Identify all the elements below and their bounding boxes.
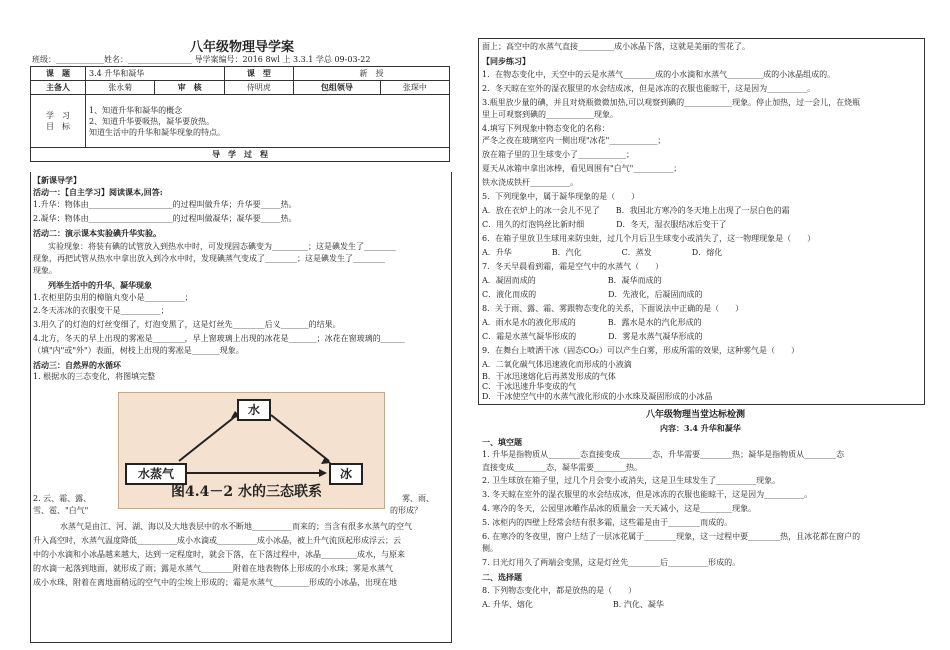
line-7: 现象。 <box>33 266 57 275</box>
box-line-1: 【同步练习】 <box>482 56 530 66</box>
box-line-21: C．霜是水蒸气凝华形成的 D．雾是水蒸气凝华形成的 <box>482 332 703 341</box>
box-line-20: A．雨水是水的液化形成的 B．露水是水的汽化形成的 <box>482 318 702 327</box>
box-line-4: 3.瓶里放少量的碘，并且对烧瓶微微加热,可以观察到碘的____________现象。停止加热，过一会儿，在烧瓶 <box>482 98 861 107</box>
line-15: 1. 根据水的三态变化，将图填完整 <box>33 372 156 381</box>
box-line-24: B．干冰迅速熔化后再蒸发形成的气体 <box>482 372 616 381</box>
test-line-6: 5. 冰柜内的四壁上经常会结有很多霜，这些霜是由于________而成的。 <box>482 518 733 527</box>
line-10: 2.冬天冻冰的衣服变干是__________； <box>33 306 169 315</box>
after-fig-2: 雪、雹、"白气" <box>33 506 89 515</box>
line-0: 【新课导学】 <box>33 175 81 185</box>
cell-reviewer: 侍明虎 <box>224 81 293 95</box>
line-11: 3.用久了的灯泡的灯丝变细了，灯泡变黑了，这是灯丝先________后义_______的结果。 <box>33 320 341 329</box>
test-content: 内容：3.4 升华和凝华 <box>660 423 741 433</box>
cell-goal-label: 学 习 目 标 <box>31 95 86 148</box>
test-line-8: 侧。 <box>482 544 498 553</box>
test-line-7: 6. 在寒冷的冬夜里，窗户上结了一层冰花属于________现象，这一过程中要________热，且冰花都在窗户的 <box>482 532 861 541</box>
box-line-0: 面上；高空中的水蒸气直接_________成小冰晶下落，这就是美丽的雪花了。 <box>482 42 750 51</box>
info-table <box>30 66 450 162</box>
node-water: 水 <box>237 399 271 421</box>
box-line-6: 4.填写下列现象中物态变化的名称： <box>482 124 610 133</box>
line-2: 1.升华：物体由_____________________的过程叫做升华；升华要_____热。 <box>33 200 297 209</box>
box-line-5: 里上可观察到碘的____________现象。 <box>482 110 618 119</box>
after-fig-6: 中的小水滴和小冰晶越来越大，达到一定程度时，就会下落，在下落过程中，冰晶_________成水，与原来 <box>33 550 405 559</box>
after-fig-3: 的形成？ <box>390 506 422 515</box>
after-fig-4: 水蒸气是由江、河、湖、海以及大地表层中的水不断地__________而来的；当含有很多水蒸气的空气 <box>60 522 412 531</box>
box-line-13: C．用久的灯泡钨丝比新时细 D．冬天，湿衣服结冰后变干了 <box>482 220 727 229</box>
test-line-2: 直接变成________态，凝华需要________热。 <box>482 463 642 472</box>
goal-1: 1、知道升华和凝华的概念 <box>89 105 183 115</box>
box-line-16: 7．冬天早晨看到霜，霜是空气中的水蒸气（ ） <box>482 262 664 271</box>
test-line-12: A. 升华、熔化 B. 汽化、凝华 <box>482 600 664 609</box>
cell-type: 新 授 <box>293 67 449 81</box>
after-fig-5: 升入高空时，水蒸气温度降低__________成小水滴或__________成小冰晶，被上升气流顶起形成浮云；云 <box>33 536 401 545</box>
box-line-19: 8．关于雨、露、霜、雾跟物态变化的关系，下面说法中正确的是（ ） <box>482 304 744 313</box>
section-heading: 导 学 过 程 <box>31 148 450 162</box>
cell-goals <box>86 95 450 148</box>
cell-leader: 张琛中 <box>380 81 449 95</box>
line-5: 实验现象：将装有碘的试管放入到热水中时，可发现固态碘变为_________；这是碘发生了________ <box>48 242 396 251</box>
box-line-9: 夏天从冰箱中拿出冰棒，看见周围有"白气"__________； <box>482 164 682 173</box>
after-fig-0: 2. 云、霜、露、 <box>33 494 92 503</box>
after-fig-1: 雾、雨、 <box>402 494 434 503</box>
test-line-4: 3. 冬天晾在室外的湿衣服里的水会结成冰，但是冰冻的衣服也能晾干，这是因为__________。 <box>482 490 813 499</box>
line-13: （填"内"或"外"）表面，树枝上出现的雾凇是_______现象。 <box>33 346 244 355</box>
box-line-10: 铁水浇成铁杆__________。 <box>482 178 578 187</box>
box-line-25: C．干冰迅速升华变成的气 <box>482 382 577 391</box>
line-6: 现象，再把试管从热水中拿出放入到冷水中时，发现碘蒸气变成了________；这是碘发生了________ <box>33 254 385 263</box>
header-line: 班级：____________姓名：________________ 导学案编号：2016 8wl 上 3.3.1 学总 09-03-22 <box>32 55 371 64</box>
test-line-10: 二、选择题 <box>482 572 522 582</box>
after-fig-7: 的水滴一起落到地面，就形成了雨；露是水蒸气________附着在地表物体上形成的小水珠；雾是水蒸气 <box>33 564 393 573</box>
page-title: 八年级物理导学案 <box>190 40 295 55</box>
test-title: 八年级物理当堂达标检测 <box>646 410 746 420</box>
cell-course: 3.4 升华和凝华 <box>86 67 225 81</box>
box-line-18: C．液化而成的 D．先液化，后凝固而成的 <box>482 290 703 299</box>
goal-3: 知道生活中的升华和凝华现象的特点。 <box>89 127 225 137</box>
test-line-1: 1. 升华是指物质从________态直接变成________态，升华需要________热；凝华是指物质从________态 <box>482 450 845 459</box>
box-line-3: 2．冬天晾在室外的湿衣服里的水会结成冰，但是冰冻的衣服也能晾干，这是因为__________。 <box>482 84 816 93</box>
box-line-17: A．凝固而成的 B．凝华而成的 <box>482 276 662 285</box>
goal-2: 2、知道升华要吸热，凝华要放热。 <box>89 116 215 126</box>
line-3: 2.凝华：物体由_____________________的过程叫做凝华；凝华要_____热。 <box>33 214 297 223</box>
cell-leader-label: 包组领导 <box>293 81 380 95</box>
box-line-23: A．二氧化碳气体迅速液化而形成的小液滴 <box>482 360 632 369</box>
after-fig-8: 成小水珠，附着在离地面稍远的空气中的尘埃上形成的；霜是水蒸气_________形成的小冰晶，出现在地 <box>33 578 397 587</box>
cell-review-label: 审 核 <box>155 81 224 95</box>
box-line-12: A．放在衣炉上的冰一会儿不见了 B．我国北方寒冷的冬天地上出现了一层白色的霜 <box>482 206 790 215</box>
cell-course-label: 课 题 <box>31 67 86 81</box>
box-line-14: 6．在箱子里放卫生球用来防虫蛀，过几个月后卫生球变小或消失了，这一物理现象是（ ） <box>482 234 816 243</box>
line-4: 活动二：演示课本实验碘升华实验。 <box>33 228 161 238</box>
box-line-11: 5．下列现象中，属于凝华现象的是（ ） <box>482 192 640 201</box>
cell-author: 张永菊 <box>86 81 155 95</box>
test-line-9: 7. 日光灯用久了两端会变黑，这是灯丝先________后__________形成的。 <box>482 558 741 567</box>
box-line-26: D．干冰使空气中的水蒸气液化形成的小水珠及凝固形成的小冰晶 <box>482 392 713 401</box>
line-14: 活动三：自然界的水循环 <box>33 360 121 370</box>
box-line-8: 放在箱子里的卫生球变小了____________； <box>482 150 634 159</box>
node-vapor: 水蒸气 <box>125 463 187 485</box>
cell-type-label: 课 型 <box>224 67 293 81</box>
box-line-2: 1．在物态变化中，天空中的云是水蒸气________成的小水滴和水蒸气_________成的小冰晶组成的。 <box>482 70 836 79</box>
figure-caption: 图4.4－2 水的三态联系 <box>171 484 322 500</box>
test-line-0: 一、填空题 <box>482 437 522 447</box>
test-line-5: 4. 寒冷的冬天，公园里冰雕作品冰的质量会一天天减小，这是________现象。 <box>482 504 757 513</box>
line-9: 1.衣柜里防虫用的樟脑丸变小是__________； <box>33 293 193 302</box>
box-line-7: 严冬之夜在玻璃室内一侧出现"冰花"____________； <box>482 136 666 145</box>
line-12: 4.北方，冬天的早上出现的雾凇是________，早上窗玻璃上出现的冰花是_______；冰花在窗玻璃的______ <box>33 334 405 343</box>
test-line-11: 8. 下列物态变化中，都是放热的是（ ） <box>482 586 637 595</box>
line-1: 活动一：【自主学习】阅读课本,回答: <box>33 187 163 197</box>
test-line-3: 2. 卫生球放在箱子里，过几个月会变小或消失，这是卫生球发生了__________现象。 <box>482 476 781 485</box>
node-ice: 冰 <box>329 463 363 485</box>
water-cycle-figure <box>118 392 385 509</box>
box-line-22: 9．在舞台上喷洒干冰（固态CO₂）可以产生白雾，形成所需的效果，这种雾气是（ ） <box>482 346 799 355</box>
cell-author-label: 主备人 <box>31 81 86 95</box>
box-line-15: A．升华 B．汽化 C．蒸发 D．熔化 <box>482 248 723 257</box>
line-8: 列举生活中的升华、凝华现象 <box>48 280 152 290</box>
